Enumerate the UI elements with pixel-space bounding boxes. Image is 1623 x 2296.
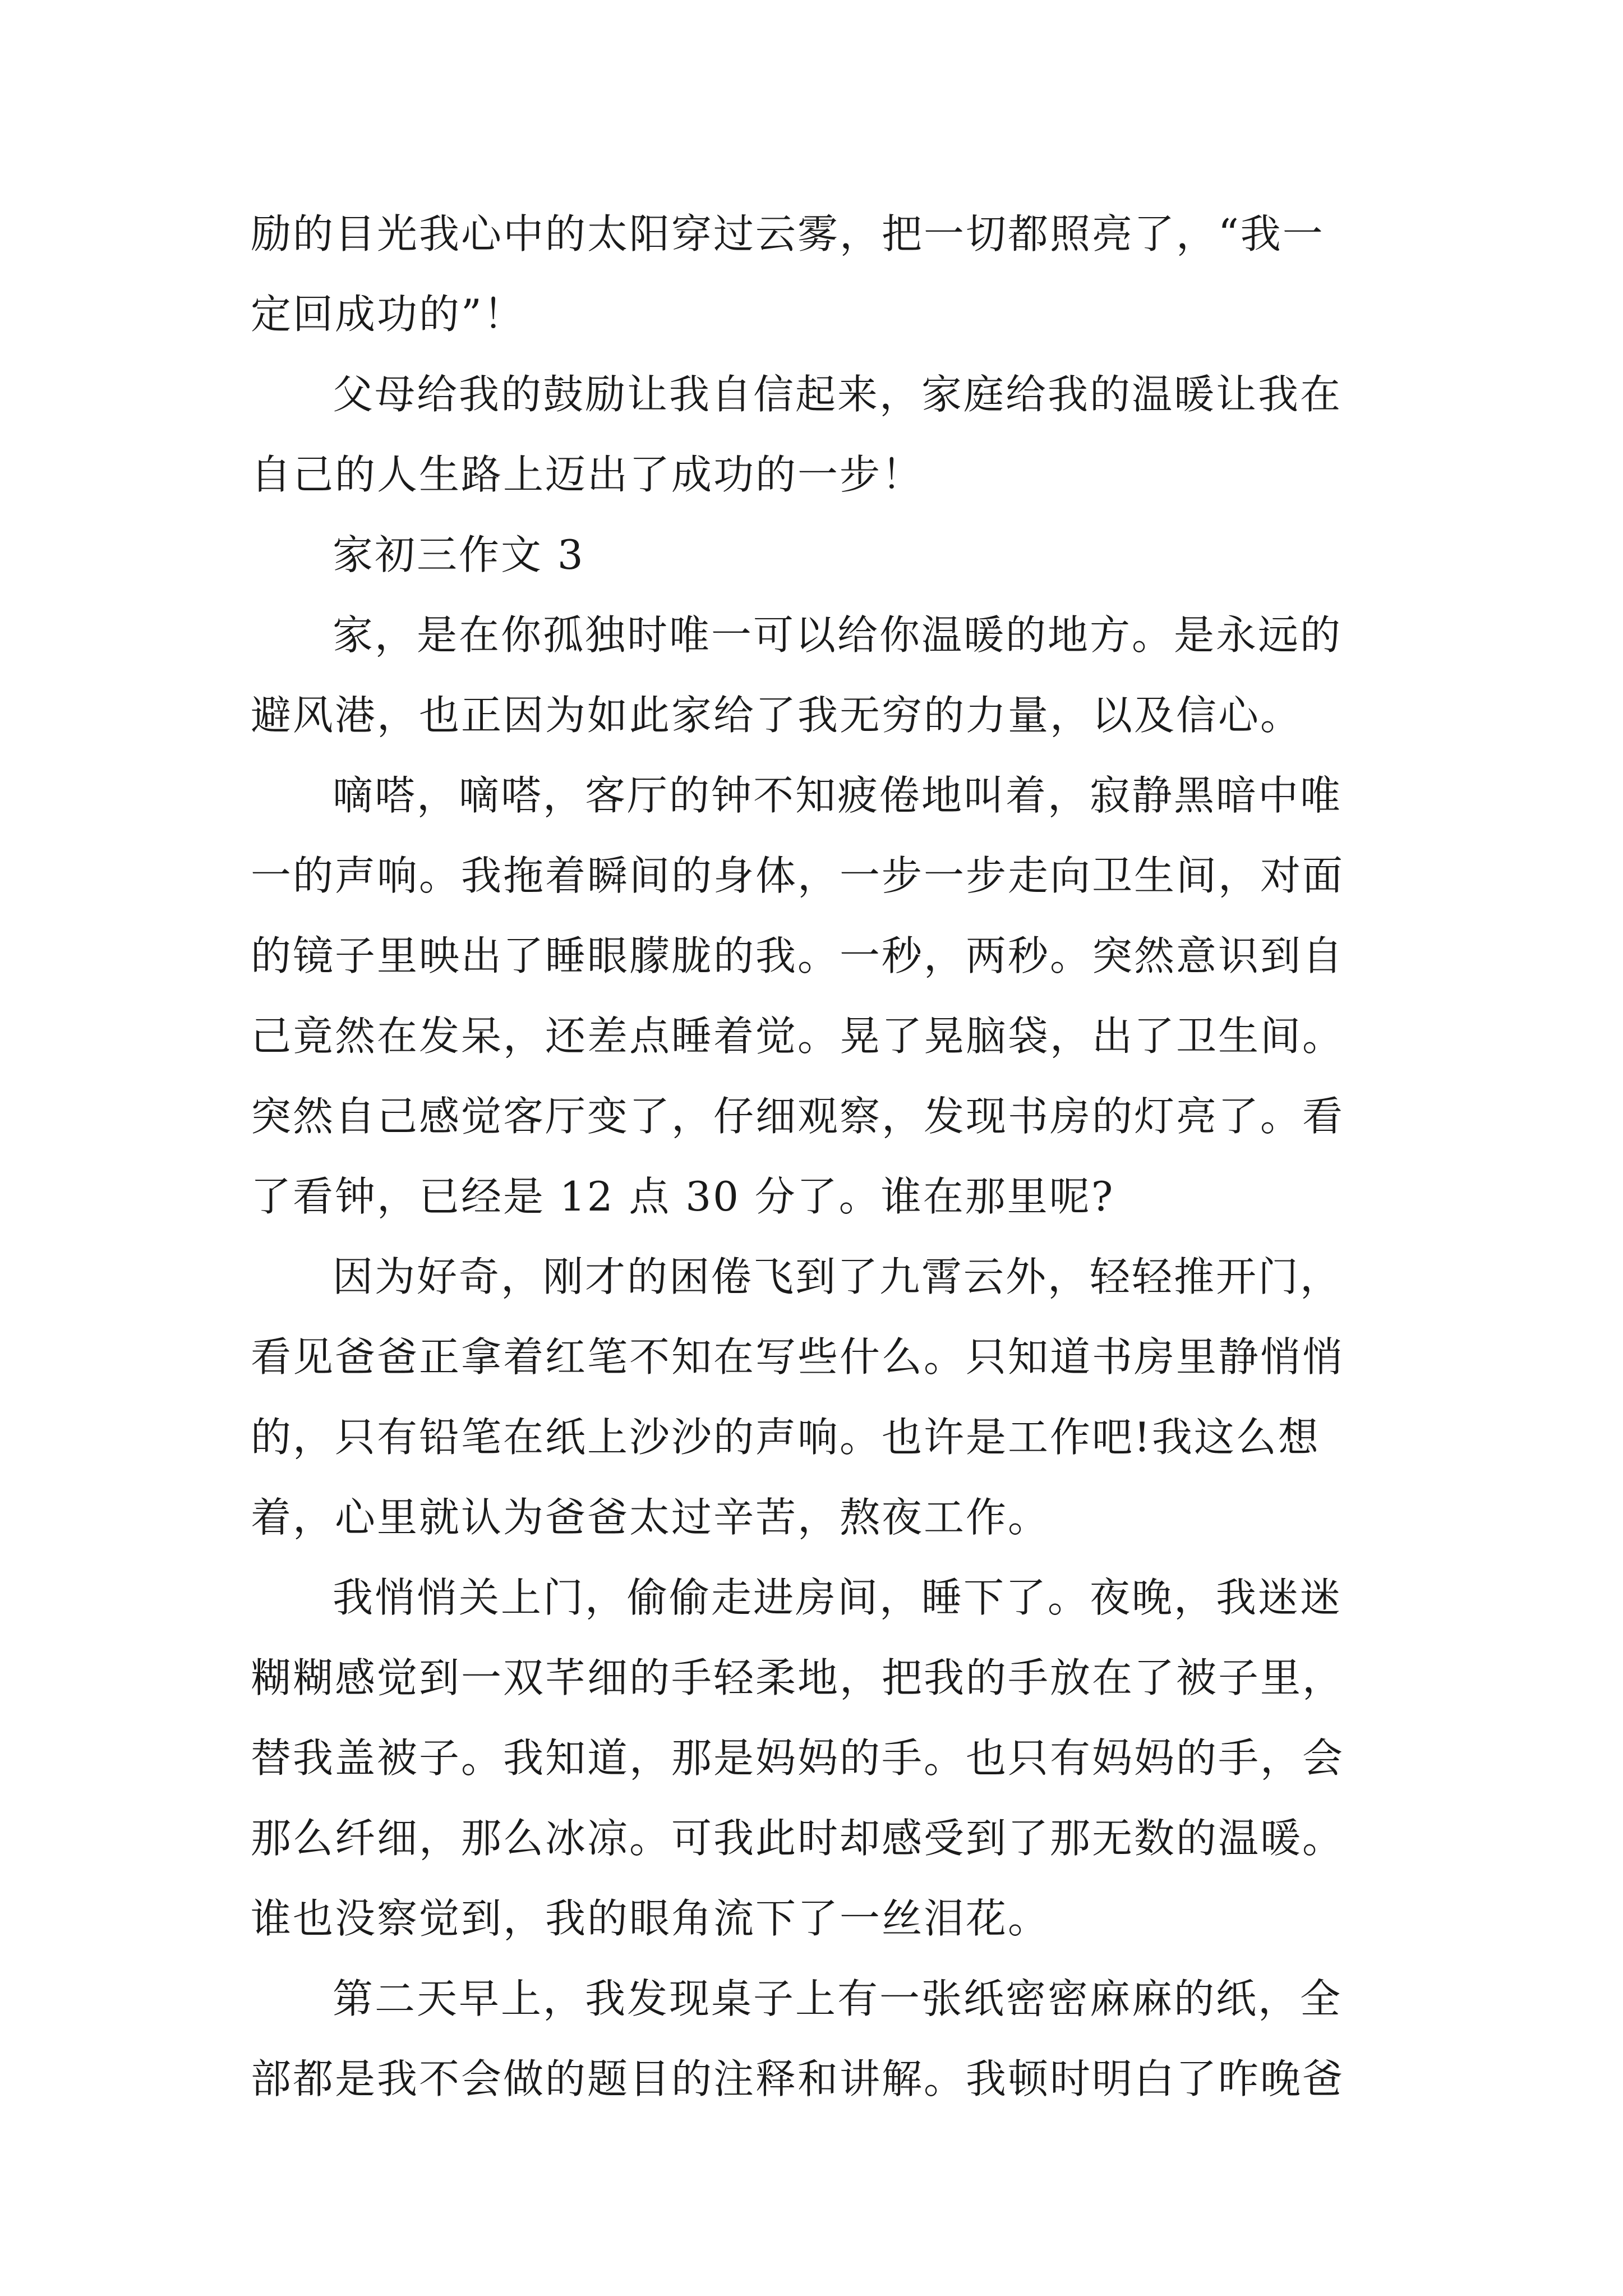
text-line: 父母给我的鼓励让我自信起来，家庭给我的温暖让我在: [333, 371, 1343, 418]
text-line: 自己的人生路上迈出了成功的一步！: [251, 451, 924, 498]
text-line: 定回成功的”！: [251, 291, 525, 338]
text-line: 糊糊感觉到一双芊细的手轻柔地，把我的手放在了被子里，: [251, 1654, 1345, 1701]
text-line: 部都是我不会做的题目的注释和讲解。我顿时明白了昨晚爸: [251, 2055, 1345, 2102]
paragraph: [251, 595, 1389, 756]
text-line: 谁也没察觉到，我的眼角流下了一丝泪花。: [251, 1895, 1050, 1942]
text-line: 的，只有铅笔在纸上沙沙的声响。也许是工作吧!我这么想: [251, 1414, 1320, 1461]
text-line: 那么纤细，那么冰凉。可我此时却感受到了那无数的温暖。: [251, 1815, 1345, 1862]
paragraph: [251, 756, 1389, 1237]
text-line: 因为好奇，刚才的困倦飞到了九霄云外，轻轻推开门，: [333, 1253, 1343, 1300]
section-heading: [251, 515, 1389, 595]
text-line: 了看钟，已经是 12 点 30 分了。谁在那里呢?: [251, 1173, 1115, 1220]
text-line: 励的目光我心中的太阳穿过云雾，把一切都照亮了，“我一: [251, 210, 1325, 257]
text-line: 家，是在你孤独时唯一可以给你温暖的地方。是永远的: [333, 611, 1343, 659]
text-line: 着，心里就认为爸爸太过辛苦，熬夜工作。: [251, 1494, 1050, 1541]
document-body: [251, 194, 1389, 2119]
heading-text: 家初三作文 3: [333, 531, 585, 578]
text-line: 我悄悄关上门，偷偷走进房间，睡下了。夜晚，我迷迷: [333, 1574, 1343, 1621]
text-line: 突然自己感觉客厅变了，仔细观察，发现书房的灯亮了。看: [251, 1093, 1345, 1140]
text-line: 避风港，也正因为如此家给了我无穷的力量，以及信心。: [251, 692, 1303, 739]
text-line: 一的声响。我拖着瞬间的身体，一步一步走向卫生间，对面: [251, 852, 1345, 899]
paragraph: [251, 1558, 1389, 1959]
text-line: 看见爸爸正拿着红笔不知在写些什么。只知道书房里静悄悄: [251, 1333, 1345, 1381]
text-line: 的镜子里映出了睡眼朦胧的我。一秒，两秒。突然意识到自: [251, 932, 1345, 979]
text-line: 嘀嗒，嘀嗒，客厅的钟不知疲倦地叫着，寂静黑暗中唯: [333, 772, 1343, 819]
paragraph: [251, 1959, 1389, 2119]
paragraph: [251, 355, 1389, 515]
text-line: 己竟然在发呆，还差点睡着觉。晃了晃脑袋，出了卫生间。: [251, 1013, 1345, 1060]
paragraph: [251, 1237, 1389, 1558]
paragraph: [251, 194, 1389, 355]
text-line: 替我盖被子。我知道，那是妈妈的手。也只有妈妈的手，会: [251, 1734, 1345, 1782]
text-line: 第二天早上，我发现桌子上有一张纸密密麻麻的纸，全: [333, 1975, 1343, 2022]
